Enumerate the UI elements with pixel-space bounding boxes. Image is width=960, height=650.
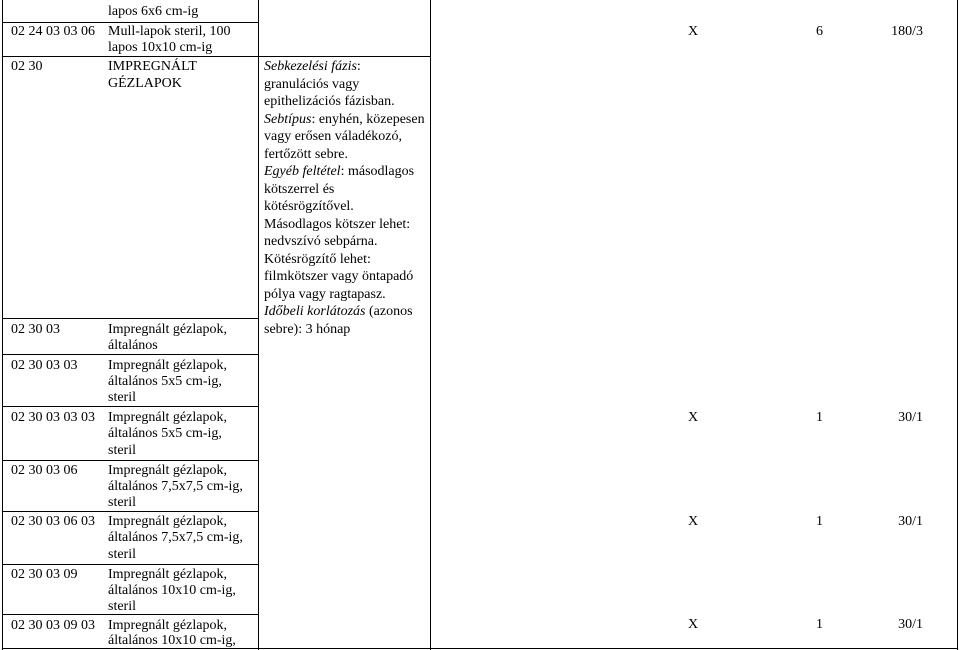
quantity-value: 1: [816, 410, 823, 425]
table-border-left: [2, 0, 3, 650]
period-value: 180/3: [891, 24, 923, 39]
other-label: Egyéb feltétel: [264, 164, 341, 179]
item-name: általános 5x5 cm-ig,: [108, 426, 222, 441]
quantity-value: 6: [816, 24, 823, 39]
description-text: : másodlagos: [340, 164, 415, 179]
quantity-value: 1: [816, 514, 823, 529]
item-name: lapos 10x10 cm-ig: [108, 40, 213, 55]
item-name: Impregnált gézlapok,: [108, 463, 227, 478]
quantity-value: 1: [816, 617, 823, 632]
table-column-divider: [258, 0, 259, 650]
description-text: Másodlagos kötszer lehet:: [264, 216, 411, 232]
item-name: általános 7,5x7,5 cm-ig,: [108, 479, 243, 494]
item-name: steril: [108, 390, 136, 405]
time-label: Időbeli korlátozás: [264, 304, 366, 319]
item-code: 02 30 03 03: [11, 358, 78, 373]
description-text: pólya vagy ragtapasz.: [264, 286, 386, 302]
item-name: Impregnált gézlapok,: [108, 358, 227, 373]
description-text: epithelizációs fázisban.: [264, 94, 395, 109]
reimbursement-mark: X: [688, 24, 699, 39]
item-name: GÉZLAPOK: [108, 76, 182, 91]
item-name: általános 7,5x7,5 cm-ig,: [108, 530, 243, 545]
item-name: általános 10x10 cm-ig,: [108, 633, 236, 648]
row-divider: [258, 56, 430, 57]
item-code: 02 30 03 09: [11, 567, 78, 582]
item-name: Impregnált gézlapok,: [108, 514, 227, 529]
item-name: lapos 6x6 cm-ig: [108, 4, 199, 19]
period-value: 30/1: [898, 514, 923, 529]
description-text: : enyhén, közepesen: [311, 111, 425, 127]
phase-label: Sebkezelési fázis: [264, 59, 357, 74]
description-text: Kötésrögzítő lehet:: [264, 251, 371, 267]
period-value: 30/1: [898, 410, 923, 425]
description-text: filmkötszer vagy öntapadó: [264, 269, 414, 284]
item-name: steril: [108, 547, 136, 562]
description-text: sebre): 3 hónap: [264, 321, 351, 337]
period-value: 30/1: [898, 617, 923, 632]
item-code: 02 30 03 06: [11, 463, 78, 478]
item-code: 02 30 03 03 03: [11, 410, 95, 425]
item-name: Impregnált gézlapok,: [108, 410, 227, 425]
table-border-right: [957, 0, 958, 650]
description-text: kötszerrel és: [264, 181, 335, 197]
item-name: általános: [108, 338, 158, 353]
description-text: fertőzött sebre.: [264, 146, 348, 162]
reimbursement-mark: X: [688, 617, 699, 632]
item-name: általános 10x10 cm-ig,: [108, 583, 236, 598]
item-code: 02 24 03 03 06: [11, 24, 95, 39]
description-text: kötésrögzítővel.: [264, 199, 354, 214]
type-label: Sebtípus: [264, 111, 312, 127]
item-name: steril: [108, 599, 136, 614]
row-divider: [2, 318, 258, 319]
item-name: Impregnált gézlapok,: [108, 322, 227, 337]
item-name: steril: [108, 495, 136, 510]
description-text: vagy erősen váladékozó,: [264, 129, 402, 144]
item-name: Impregnált gézlapok,: [108, 567, 227, 582]
reimbursement-mark: X: [688, 410, 699, 425]
item-code: 02 30: [11, 59, 43, 74]
description-text: (azonos: [365, 304, 413, 319]
description-text: granulációs vagy: [264, 76, 360, 92]
item-name: IMPREGNÁLT: [108, 59, 197, 74]
row-divider: [2, 564, 258, 565]
reimbursement-mark: X: [688, 514, 699, 529]
row-divider: [2, 460, 258, 461]
item-code: 02 30 03: [11, 322, 60, 337]
item-code: 02 30 03 06 03: [11, 514, 95, 529]
item-code: 02 30 03 09 03: [11, 618, 95, 633]
item-name: Impregnált gézlapok,: [108, 618, 227, 633]
item-name: Mull-lapok steril, 100: [108, 24, 231, 39]
description-text: :: [356, 59, 361, 74]
item-name: steril: [108, 443, 136, 458]
item-name: általános 5x5 cm-ig,: [108, 374, 222, 389]
description-text: nedvszívó sebpárna.: [264, 234, 378, 249]
item-description: [264, 58, 434, 338]
